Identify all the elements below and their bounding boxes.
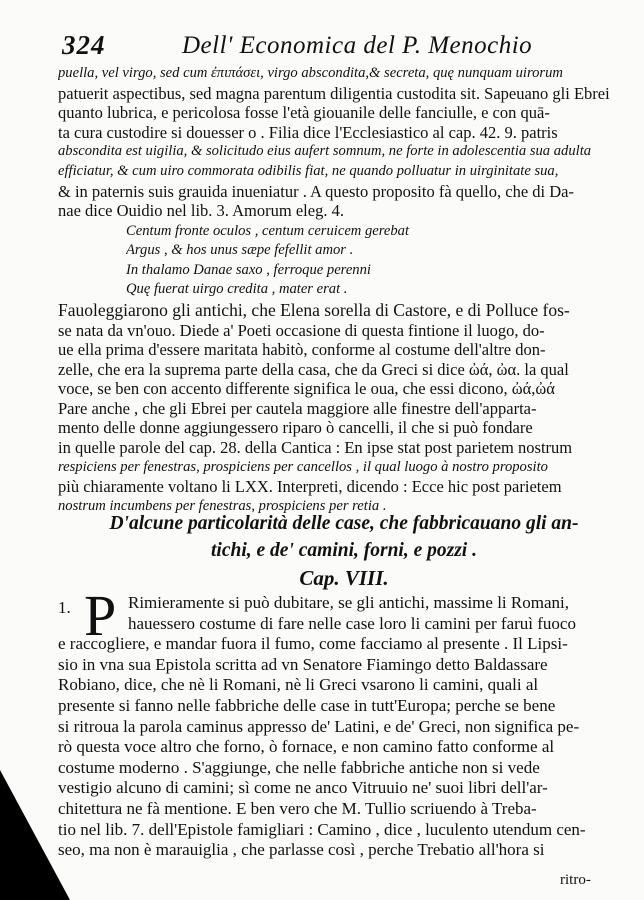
helen-passage-line-2: se nata da vn'ouo. Diede a' Poeti occasione di questa fintione il luogo, do- xyxy=(58,320,545,340)
opening-passage-line-2: patuerit aspectibus, sed magna parentum diligentia custodita sit. Sapeuano gli Ebrei xyxy=(58,83,610,103)
verse-line-1: Centum fronte oculos , centum ceruicem gerebat xyxy=(126,223,410,239)
opening-passage-line-1: puella, vel virgo, sed cum ἐπιπάσει, virgo abscondita,& secreta, quę nunquam uirorum xyxy=(58,65,563,81)
verse-line-2: Argus , & hos unus sæpe fefellit amor . xyxy=(126,242,354,259)
chapter-number: Cap. VIII. xyxy=(299,566,389,590)
opening-passage-line-4: ta cura custodire si douesser o . Filia dice l'Ecclesiastico al cap. 42. 9. patris xyxy=(58,122,558,142)
chapter-paragraph-line-3: e raccogliere, e mandar fuora il fumo, come facciamo al presente . Il Lipsi- xyxy=(58,634,568,654)
helen-passage-line-1: Fauoleggiarono gli antichi, che Elena sorella di Castore, e di Polluce fos- xyxy=(58,300,570,320)
helen-passage-line-8: in quelle parole del cap. 28. della Cantica : En ipse stat post parietem nostrum xyxy=(58,438,573,458)
paragraph-number: 1. xyxy=(58,598,71,617)
chapter-heading xyxy=(58,510,630,592)
helen-passage-line-10: più chiaramente voltano li LXX. Interpreti, dicendo : Ecce hic post parietem xyxy=(58,477,562,497)
page-header xyxy=(62,30,622,60)
helen-passage-line-9: respiciens per fenestras, prospiciens per cancellos , il qual luogo à nostro proposito xyxy=(58,458,548,475)
verse-line-4: Quę fuerat uirgo credita , mater erat . xyxy=(126,281,348,298)
page-corner-shadow xyxy=(0,770,70,900)
helen-passage-line-5: voce, se ben con accento differente significa le oua, che essi dicono, ὠά,ὠά xyxy=(58,379,555,399)
chapter-paragraph-lines xyxy=(58,593,630,861)
chapter-paragraph-line-4: sio in vna sua Epistola scritta ad vn Senatore Fiamingo detto Baldassare xyxy=(58,654,548,674)
opening-passage-line-5: abscondita est uigilia, & solicitudo eius aufert somnum, ne forte in adolescentia sua adulta xyxy=(58,143,592,160)
chapter-paragraph-line-13: seo, ma non è marauiglia , che parlasse così , perche Trebatio all'hora si xyxy=(58,840,545,860)
chapter-heading-line-2: tichi, e de' camini, forni, e pozzi . xyxy=(211,540,477,561)
chapter-paragraph xyxy=(58,583,630,861)
opening-passage-line-6: efficiatur, & cum uiro commorata odibilis fiat, ne quando polluatur in uirginitate sua, xyxy=(58,162,559,179)
chapter-paragraph-line-1: Rimieramente si può dubitare, se gli antichi, massime li Romani, xyxy=(128,593,569,612)
helen-passage-line-11: nostrum incumbens per fenestras, prospiciens per retia . xyxy=(58,497,387,514)
opening-passage-line-8: nae dice Ouidio nel lib. 3. Amorum eleg. 4. xyxy=(58,201,344,221)
chapter-paragraph-line-9: costume moderno . S'aggiunge, che nelle fabbriche antiche non si vede xyxy=(58,757,540,777)
chapter-paragraph-line-6: presente si fanno nelle fabbriche delle case in tutt'Europa; perche se bene xyxy=(58,695,556,715)
chapter-paragraph-line-7: si ritroua la parola caminus appresso de' Latini, e de' Greci, non significa pe- xyxy=(58,716,580,736)
catchword: ritro- xyxy=(560,872,591,888)
opening-passage-line-3: quanto lubrica, e pericolosa fosse l'età giouanile delle fanciulle, e con quā- xyxy=(58,103,550,123)
chapter-paragraph-line-2: hauessero costume di fare nelle case loro li camini per faruì fuoco xyxy=(128,613,576,633)
helen-passage-line-7: mento delle donne aggiungessero riparo ò cancelli, il che si può fondare xyxy=(58,418,533,438)
opening-passage-line-7: & in paternis suis grauida inueniatur . A questo proposito fà quello, che di Da- xyxy=(58,181,574,201)
chapter-paragraph-line-5: Robiano, dice, che nè li Romani, nè li Greci vsarono li camini, quali al xyxy=(58,675,539,695)
chapter-heading-line-1: D'alcune particolarità delle case, che fabbricauano gli an- xyxy=(109,513,579,534)
chapter-paragraph-line-12: tio nel lib. 7. dell'Epistole famigliari : Camino , dice , luculento utendum cen- xyxy=(58,819,586,839)
helen-passage-line-4: zelle, che era la suprema parte della casa, che da Greci si dice ὠά, ὠα. la qual xyxy=(58,359,569,379)
ovid-verse xyxy=(126,222,506,300)
chapter-paragraph-line-11: chitettura ne fà mentione. E ben vero che M. Tullio scriuendo à Treba- xyxy=(58,798,537,818)
helen-passage-line-6: Pare anche , che gli Ebrei per cautela maggiore alle finestre dell'apparta- xyxy=(58,398,537,418)
helen-passage xyxy=(58,300,630,516)
running-title: Dell' Economica del P. Menochio xyxy=(182,32,533,59)
opening-passage xyxy=(58,64,630,221)
chapter-paragraph-line-10: vestigio alcuno di camini; sì come ne anco Vitruuio ne' suoi libri dell'ar- xyxy=(58,778,548,798)
verse-line-3: In thalamo Danae saxo , ferroque perenni xyxy=(126,261,371,278)
chapter-paragraph-line-8: rò questa voce altro che forno, ò fornace, e non camino fatto conforme al xyxy=(58,737,555,757)
drop-capital: P xyxy=(84,583,117,648)
page-number: 324 xyxy=(62,30,106,60)
helen-passage-line-3: ue ella prima d'essere maritata habitò, conforme al costume dell'altre don- xyxy=(58,340,546,360)
